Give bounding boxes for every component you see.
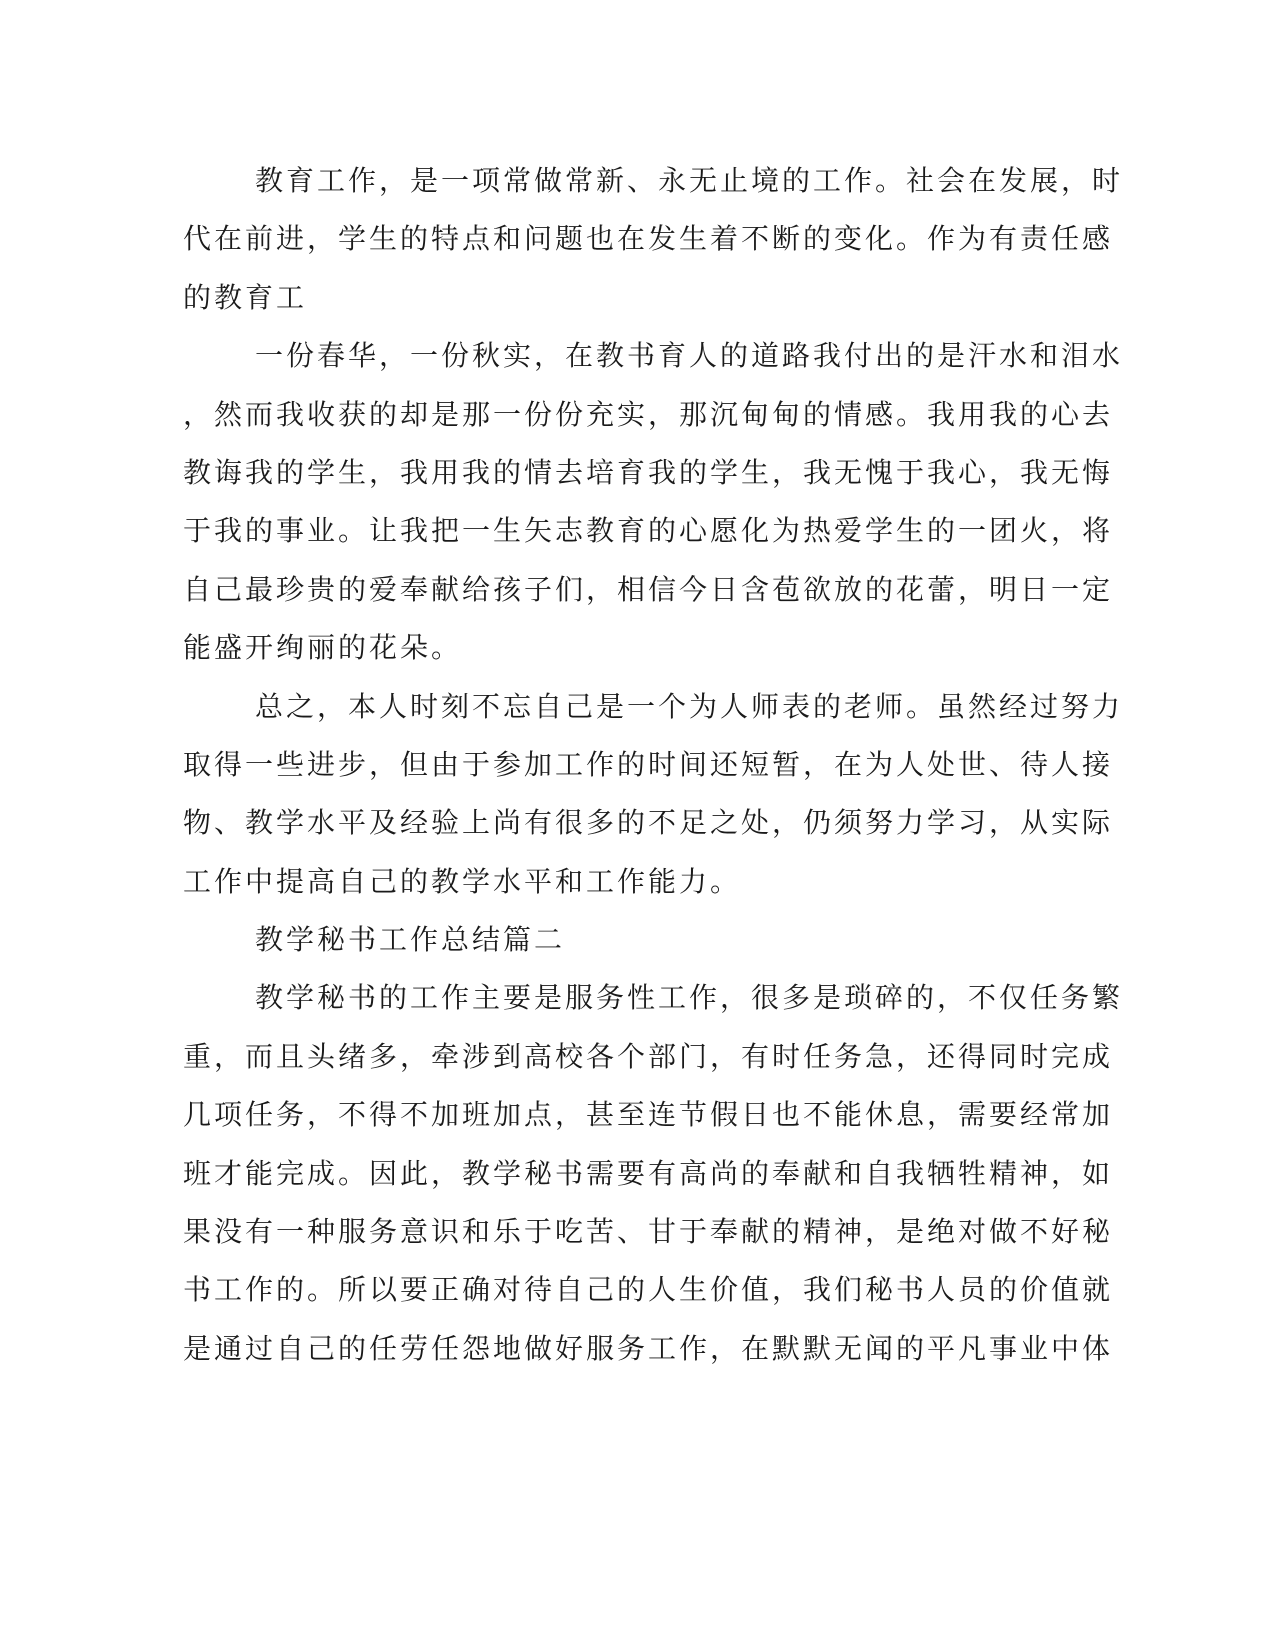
text-line: 于我的事业。让我把一生矢志教育的心愿化为热爱学生的一团火，将	[183, 514, 1114, 548]
text-line: 代在前进，学生的特点和问题也在发生着不断的变化。作为有责任感	[183, 222, 1114, 256]
document-body	[183, 152, 1124, 1378]
text-line: 物、教学水平及经验上尚有很多的不足之处，仍须努力学习，从实际	[183, 806, 1114, 840]
text-line: 能盛开绚丽的花朵。	[183, 631, 463, 665]
text-line: 教诲我的学生，我用我的情去培育我的学生，我无愧于我心，我无悔	[183, 455, 1114, 489]
text-line: 果没有一种服务意识和乐于吃苦、甘于奉献的精神，是绝对做不好秘	[183, 1215, 1114, 1249]
text-line: 书工作的。所以要正确对待自己的人生价值，我们秘书人员的价值就	[183, 1273, 1114, 1307]
text-line: 班才能完成。因此，教学秘书需要有高尚的奉献和自我牺牲精神，如	[183, 1156, 1114, 1190]
text-line: 总之，本人时刻不忘自己是一个为人师表的老师。虽然经过努力	[255, 689, 1124, 723]
text-line: 一份春华，一份秋实，在教书育人的道路我付出的是汗水和泪水	[255, 339, 1124, 373]
text-line: 取得一些进步，但由于参加工作的时间还短暂，在为人处世、待人接	[183, 747, 1114, 781]
text-line: 工作中提高自己的教学水平和工作能力。	[183, 864, 742, 898]
text-line: ，然而我收获的却是那一份份充实，那沉甸甸的情感。我用我的心去	[183, 397, 1114, 431]
text-line: 教学秘书的工作主要是服务性工作，很多是琐碎的，不仅任务繁	[255, 981, 1124, 1015]
text-line: 的教育工	[183, 280, 308, 314]
text-line: 教育工作，是一项常做常新、永无止境的工作。社会在发展，时	[255, 164, 1124, 197]
text-line: 自己最珍贵的爱奉献给孩子们，相信今日含苞欲放的花蕾，明日一定	[183, 572, 1114, 606]
text-line: 几项任务，不得不加班加点，甚至连节假日也不能休息，需要经常加	[183, 1098, 1114, 1132]
text-line: 是通过自己的任劳任怨地做好服务工作，在默默无闻的平凡事业中体	[183, 1331, 1114, 1365]
text-line: 重，而且头绪多，牵涉到高校各个部门，有时任务急，还得同时完成	[183, 1039, 1114, 1073]
section-heading: 教学秘书工作总结篇二	[255, 923, 566, 957]
